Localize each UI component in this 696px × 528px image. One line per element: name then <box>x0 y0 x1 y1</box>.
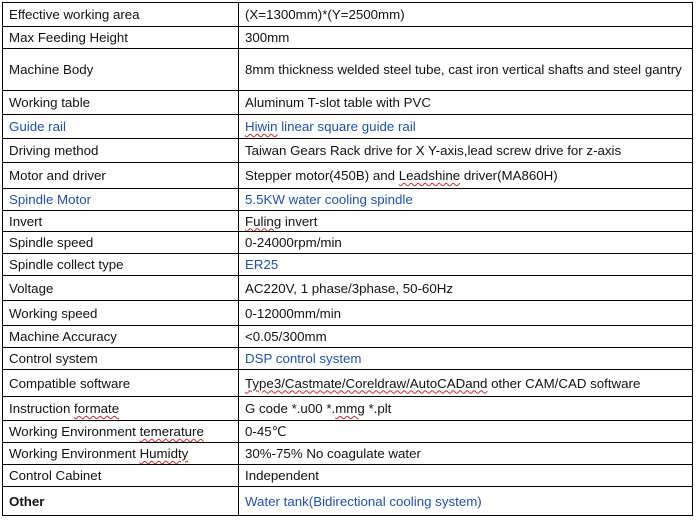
table-row <box>3 49 693 91</box>
row-label <box>3 443 239 465</box>
spellcheck-flagged-word: Hiwin <box>245 119 278 134</box>
row-label: Spindle collect type <box>3 254 239 276</box>
label-text: Working Environment <box>9 424 140 439</box>
row-value <box>239 163 693 189</box>
row-value: 0-45℃ <box>239 421 693 443</box>
row-label <box>3 421 239 443</box>
label-text: Instruction <box>9 401 75 416</box>
spellcheck-flagged-word: formate <box>74 401 120 416</box>
table-row <box>3 189 693 211</box>
spec-table-container <box>2 2 692 525</box>
table-row <box>3 397 693 421</box>
value-text: other CAM/CAD software <box>487 375 641 391</box>
row-value: Independent <box>239 465 693 487</box>
row-value: 8mm thickness welded steel tube, cast iron vertical shafts and steel gantry <box>239 49 693 91</box>
value-text: *.plt <box>364 401 392 416</box>
row-label: Voltage <box>3 276 239 301</box>
table-row <box>3 163 693 189</box>
row-label: Spindle Motor <box>3 189 239 211</box>
row-label: Control system <box>3 348 239 370</box>
spellcheck-flagged-word: Fuling <box>245 213 282 229</box>
table-row <box>3 487 693 516</box>
row-label: Max Feeding Height <box>3 27 239 49</box>
row-label: Effective working area <box>3 3 239 27</box>
spellcheck-flagged-word: Leadshine <box>398 168 461 183</box>
value-text: invert <box>281 213 318 229</box>
row-value: Water tank(Bidirectional cooling system) <box>239 487 693 516</box>
spellcheck-flagged-word: Type3/Castmate/Coreldraw/AutoCADand <box>245 375 488 391</box>
table-row <box>3 443 693 465</box>
table-row <box>3 301 693 326</box>
row-label: Compatible software <box>3 370 239 397</box>
row-label: Working table <box>3 91 239 115</box>
row-value <box>239 211 693 232</box>
row-label <box>3 397 239 421</box>
table-row <box>3 465 693 487</box>
row-value: Aluminum T-slot table with PVC <box>239 91 693 115</box>
table-row <box>3 27 693 49</box>
label-text: Working Environment <box>9 446 140 461</box>
row-label: Control Cabinet <box>3 465 239 487</box>
spellcheck-flagged-word: mmg <box>335 401 365 416</box>
row-value <box>239 370 693 397</box>
row-value: 0-12000mm/min <box>239 301 693 326</box>
row-label: Working speed <box>3 301 239 326</box>
row-label: Driving method <box>3 139 239 163</box>
table-row <box>3 232 693 254</box>
row-value: 0-24000rpm/min <box>239 232 693 254</box>
row-label: Motor and driver <box>3 163 239 189</box>
row-value: AC220V, 1 phase/3phase, 50-60Hz <box>239 276 693 301</box>
row-value: Taiwan Gears Rack drive for X Y-axis,lead screw drive for z-axis <box>239 139 693 163</box>
table-row <box>3 115 693 139</box>
row-value: 30%-75% No coagulate water <box>239 443 693 465</box>
table-row <box>3 276 693 301</box>
row-label: Invert <box>3 211 239 232</box>
value-text: Stepper motor(450B) and <box>245 168 399 183</box>
spellcheck-flagged-word: temerature <box>139 424 204 439</box>
row-label: Spindle speed <box>3 232 239 254</box>
spellcheck-flagged-word: Humidty <box>139 446 189 461</box>
value-text: driver(MA860H) <box>460 168 558 183</box>
row-label: Other <box>3 487 239 516</box>
table-row <box>3 348 693 370</box>
row-label: Machine Body <box>3 49 239 91</box>
table-row <box>3 91 693 115</box>
table-row <box>3 326 693 348</box>
row-value <box>239 397 693 421</box>
spec-table <box>2 2 693 516</box>
value-text: linear square guide rail <box>277 119 416 134</box>
table-row <box>3 211 693 232</box>
table-row <box>3 370 693 397</box>
value-text: G code *.u00 *. <box>245 401 336 416</box>
row-value: ER25 <box>239 254 693 276</box>
row-value <box>239 115 693 139</box>
row-label: Guide rail <box>3 115 239 139</box>
row-value: 300mm <box>239 27 693 49</box>
table-row <box>3 421 693 443</box>
table-row <box>3 139 693 163</box>
row-value: DSP control system <box>239 348 693 370</box>
table-row <box>3 3 693 27</box>
row-label: Machine Accuracy <box>3 326 239 348</box>
row-value: (X=1300mm)*(Y=2500mm) <box>239 3 693 27</box>
table-row <box>3 254 693 276</box>
row-value: 5.5KW water cooling spindle <box>239 189 693 211</box>
row-value: <0.05/300mm <box>239 326 693 348</box>
